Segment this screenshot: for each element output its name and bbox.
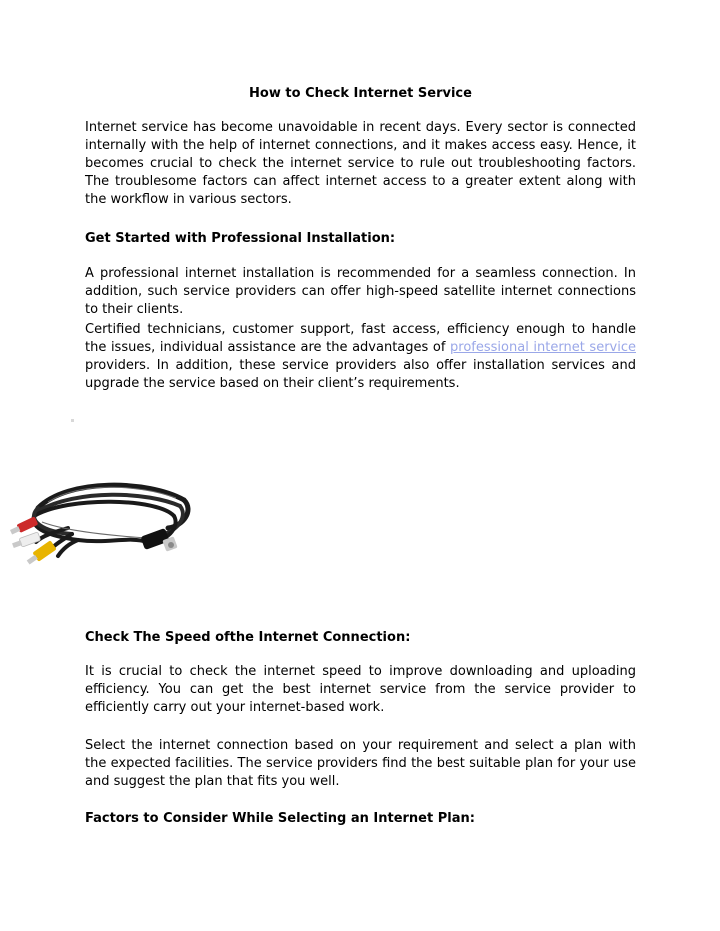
intro-paragraph: Internet service has become unavoidable in recent days. Every sector is connected internally with the help of internet connections, and it makes access easy. Hence, it becomes crucial to check the internet service to rule out troubleshooting factors. The troublesome factors can affect internet access to a greater extent along with the workflow in various sectors. (85, 120, 636, 207)
av-cable-image (8, 470, 198, 570)
installation-paragraph: A professional internet installation is recommended for a seamless connection. In addition, such service providers can offer high-speed satellite internet connections to their clients. (85, 266, 636, 317)
advantages-text-end: providers. In addition, these service providers also offer installation services and upgrade the service based on their client’s requirements. (85, 358, 636, 391)
section-heading-installation: Get Started with Professional Installation: (85, 231, 396, 246)
professional-internet-service-link[interactable]: professional internet service (450, 340, 636, 355)
advantages-text-start: Certified technicians, customer support, fast access, efficiency enough to handle the issues, individual assistance are the advantages of (85, 322, 636, 355)
speed-paragraph: It is crucial to check the internet speed to improve downloading and uploading efficiency. You can get the best internet service from the service provider to efficiently carry out your internet-based work. (85, 664, 636, 715)
image-artifact (71, 419, 74, 422)
av-cable-photo-icon (8, 470, 198, 570)
document-title: How to Check Internet Service (249, 86, 472, 101)
section-heading-factors: Factors to Consider While Selecting an Internet Plan: (85, 811, 475, 826)
section-heading-speed: Check The Speed ofthe Internet Connection: (85, 630, 411, 645)
advantages-paragraph (85, 321, 636, 393)
plan-selection-paragraph: Select the internet connection based on your requirement and select a plan with the expected facilities. The service providers find the best suitable plan for your use and suggest the plan that fits you well. (85, 738, 636, 789)
